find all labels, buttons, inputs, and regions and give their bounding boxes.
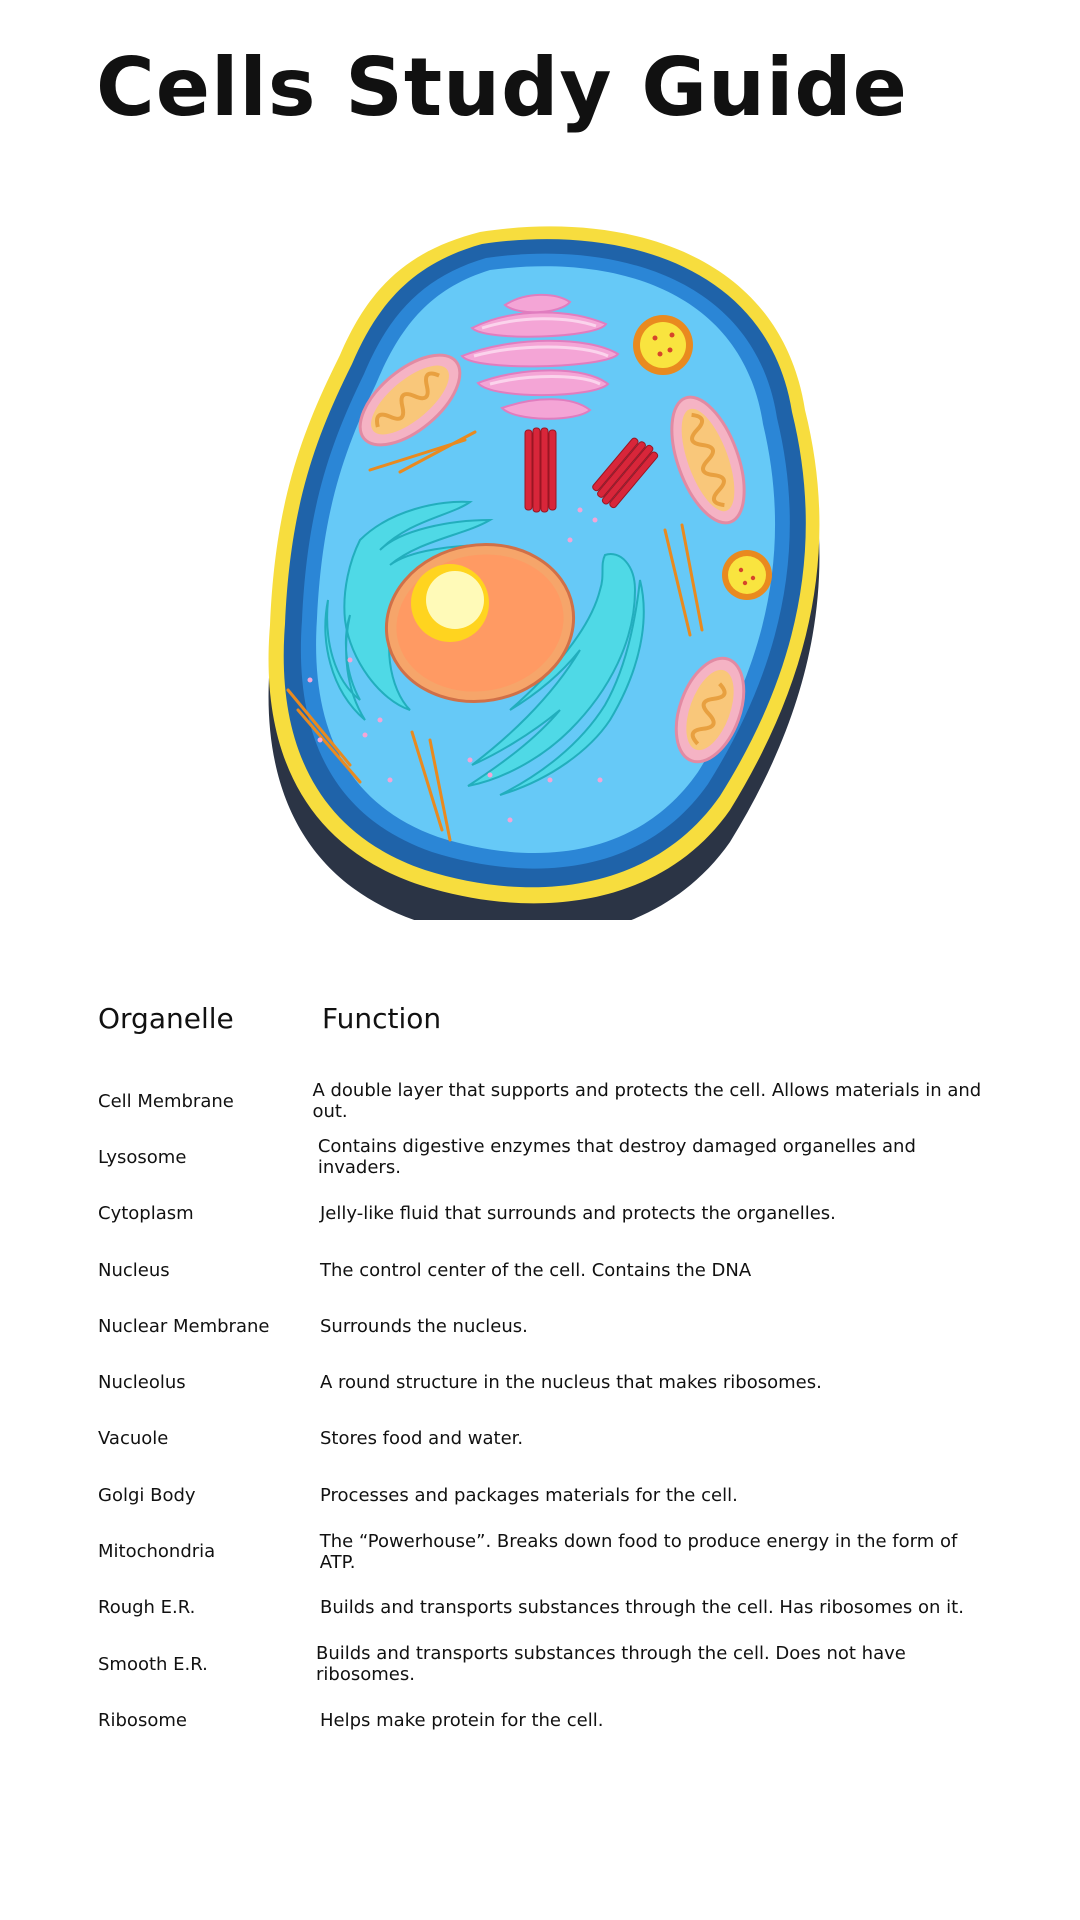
header-function: Function	[322, 1001, 442, 1035]
organelle-function: A round structure in the nucleus that makes ribosomes.	[320, 1372, 822, 1394]
organelle-name: Nucleus	[98, 1259, 170, 1281]
table-row	[98, 1411, 998, 1467]
table-header	[98, 995, 998, 1041]
organelle-name: Rough E.R.	[98, 1597, 196, 1619]
organelle-name: Ribosome	[98, 1709, 187, 1731]
organelle-name: Cell Membrane	[98, 1090, 234, 1112]
organelle-name: Cytoplasm	[98, 1203, 194, 1225]
organelle-function: The “Powerhouse”. Breaks down food to produce energy in the form of ATP.	[319, 1530, 958, 1573]
organelle-function: A double layer that supports and protects the cell. Allows materials in and out.	[312, 1080, 982, 1123]
lysosome-right	[722, 550, 772, 600]
table-row	[98, 1186, 998, 1242]
organelle-function-table	[98, 995, 998, 1749]
header-organelle: Organelle	[98, 1001, 234, 1035]
page-title: Cells Study Guide	[96, 41, 908, 134]
organelle-name: Vacuole	[98, 1428, 169, 1450]
organelle-function: Processes and packages materials for the cell.	[320, 1484, 738, 1506]
organelle-function: Builds and transports substances through the cell. Does not have ribosomes.	[316, 1643, 906, 1686]
organelle-name: Nucleolus	[98, 1372, 186, 1394]
table-row	[98, 1636, 998, 1692]
organelle-function: Contains digestive enzymes that destroy damaged organelles and invaders.	[317, 1136, 916, 1179]
organelle-function: The control center of the cell. Contains the DNA	[320, 1259, 752, 1281]
table-row	[98, 1354, 998, 1410]
organelle-name: Smooth E.R.	[98, 1653, 208, 1675]
table-row	[98, 1298, 998, 1354]
table-row	[98, 1242, 998, 1298]
organelle-function: Stores food and water.	[320, 1428, 524, 1450]
organelle-function: Jelly-like fluid that surrounds and protects the organelles.	[320, 1203, 836, 1225]
organelle-name: Nuclear Membrane	[98, 1315, 270, 1337]
organelle-name: Lysosome	[98, 1146, 187, 1168]
table-row	[98, 1467, 998, 1523]
nucleolus	[411, 564, 489, 642]
table-row	[98, 1129, 998, 1185]
centriole-vertical	[525, 428, 556, 512]
organelle-name: Mitochondria	[98, 1541, 216, 1563]
organelle-function: Builds and transports substances through the cell. Has ribosomes on it.	[320, 1597, 964, 1619]
organelle-name: Golgi Body	[98, 1484, 196, 1506]
table-row	[98, 1523, 998, 1579]
table-row	[98, 1073, 998, 1129]
lysosome-top	[633, 315, 693, 375]
organelle-function: Surrounds the nucleus.	[320, 1315, 528, 1337]
animal-cell-illustration	[250, 220, 830, 920]
table-row	[98, 1580, 998, 1636]
organelle-function: Helps make protein for the cell.	[320, 1709, 604, 1731]
table-row	[98, 1692, 998, 1748]
